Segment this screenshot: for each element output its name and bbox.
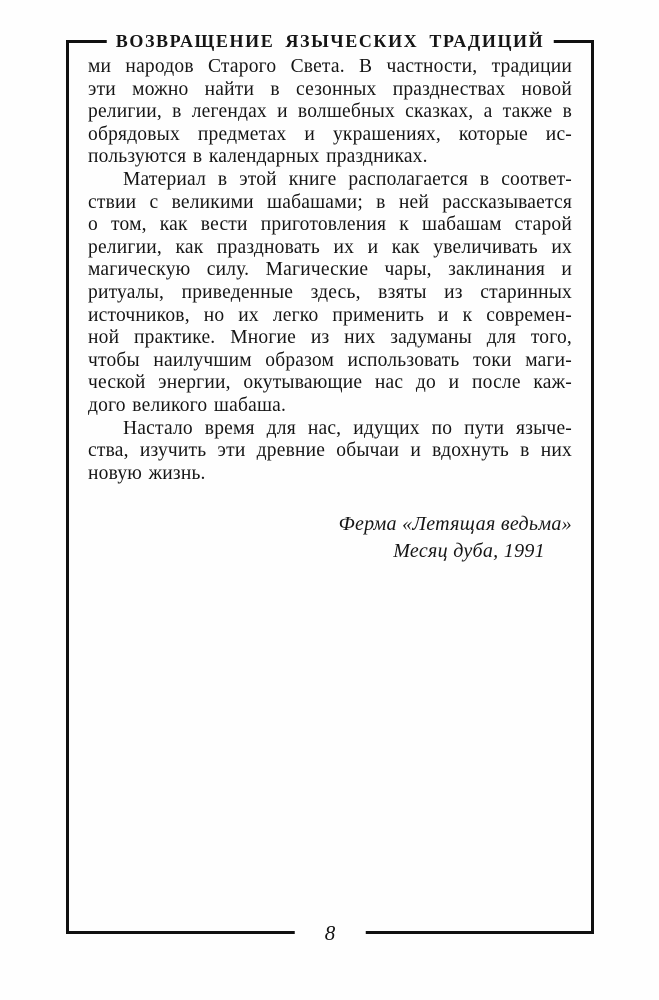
signature [88, 511, 572, 565]
page-frame [66, 31, 594, 945]
text-line: пользуются в календарных праздниках. [88, 146, 428, 168]
text-line: ствии с великими шабашами; в ней рассказывается [88, 191, 572, 213]
signature-line-1: Ферма «Летящая ведьма» [338, 513, 572, 536]
text-line: ческой энергии, окутывающие нас до и после каж- [88, 372, 572, 394]
text-line: магическую силу. Магические чары, заклинания и [88, 259, 572, 281]
text-line: ной практике. Многие из них задуманы для того, [88, 327, 572, 349]
text-line: Настало время для нас, идущих по пути языче- [123, 417, 572, 439]
text-line: Материал в этой книге располагается в соответ- [123, 168, 572, 190]
body-text [88, 56, 572, 565]
text-line: чтобы наилучшим образом использовать токи маги- [88, 349, 572, 371]
text-line: о том, как вести приготовления к шабашам старой [88, 214, 572, 236]
page-number: 8 [295, 920, 366, 946]
text-line: ритуалы, приведенные здесь, взяты из старинных [88, 281, 572, 303]
paragraph [88, 56, 572, 169]
text-line: дого великого шабаша. [88, 394, 287, 416]
chapter-header: ВОЗВРАЩЕНИЕ ЯЗЫЧЕСКИХ ТРАДИЦИЙ [107, 29, 554, 54]
text-line: ми народов Старого Света. В частности, традиции [88, 56, 572, 77]
signature-line-2: Месяц дуба, 1991 [393, 540, 545, 563]
text-line: религии, в легендах и волшебных сказках, а также в [88, 101, 572, 123]
text-line: обрядовых предметах и украшениях, которые ис- [88, 123, 572, 145]
text-line: источников, но их легко применить и к современ- [88, 304, 572, 326]
text-line: ства, изучить эти древние обычаи и вдохнуть в них [88, 440, 572, 462]
paragraph [88, 418, 572, 486]
paragraph [88, 169, 572, 418]
text-line: эти можно найти в сезонных празднествах новой [88, 78, 572, 100]
text-line: новую жизнь. [88, 462, 206, 484]
text-line: религии, как праздновать их и как увеличивать их [88, 236, 572, 258]
